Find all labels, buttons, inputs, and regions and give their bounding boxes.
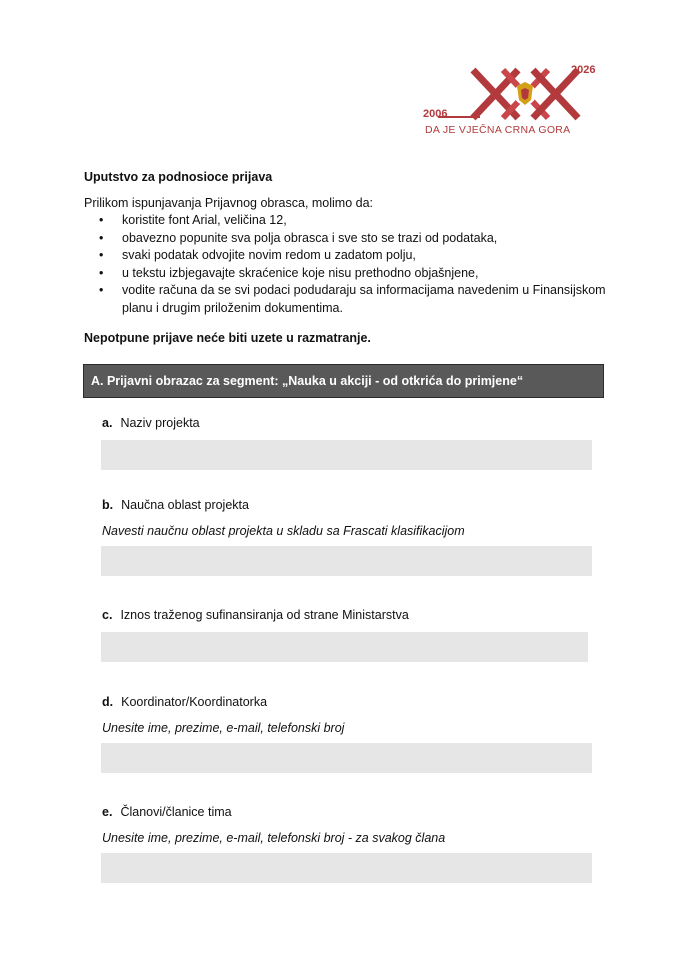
bullet-icon: • — [99, 265, 104, 280]
project-name-field[interactable] — [101, 440, 592, 470]
coordinator-hint: Unesite ime, prezime, e-mail, telefonski broj — [102, 721, 345, 735]
logo-tagline: DA JE VJEČNA CRNA GORA — [425, 124, 571, 136]
field-label-team-members: e. Članovi/članice tima — [102, 805, 232, 819]
scientific-area-field[interactable] — [101, 546, 592, 576]
section-header: A. Prijavni obrazac za segment: „Nauka u akciji - od otkrića do primjene“ — [83, 364, 604, 398]
logo-year-start: 2006 — [423, 108, 448, 120]
list-item: • svaki podatak odvojite novim redom u zadatom polju, — [84, 247, 612, 265]
list-item: • vodite računa da se svi podaci podudaraju sa informacijama navedenim u Finansijskom planu i drugim priloženim dokumentima. — [99, 283, 606, 315]
bullet-icon: • — [99, 213, 104, 227]
logo-year-end: 2026 — [571, 64, 596, 76]
scientific-area-hint: Navesti naučnu oblast projekta u skladu sa Frascati klasifikacijom — [102, 524, 465, 538]
cofinancing-amount-field[interactable] — [101, 632, 588, 662]
team-members-hint: Unesite ime, prezime, e-mail, telefonski broj - za svakog člana — [102, 831, 446, 845]
instructions-intro: Prilikom ispunjavanja Prijavnog obrasca, molimo da: — [84, 196, 374, 210]
list-item: • u tekstu izbjegavajte skraćenice koje nisu prethodno objašnjene, — [84, 265, 612, 283]
field-label-coordinator: d. Koordinator/Koordinatorka — [102, 695, 268, 709]
bullet-icon: • — [99, 230, 104, 245]
field-label-cofinancing-amount: c. Iznos traženog sufinansiranja od strane Ministarstva — [102, 608, 409, 622]
bullet-icon: • — [99, 248, 104, 262]
bullet-icon: • — [99, 283, 104, 297]
list-item: • obavezno popunite sva polja obrasca i sve sto se trazi od podataka, — [84, 230, 612, 248]
instructions-title: Uputstvo za podnosioce prijava — [84, 170, 273, 184]
list-item: • koristite font Arial, veličina 12, — [84, 212, 612, 230]
incomplete-warning: Nepotpune prijave neće biti uzete u razmatranje. — [84, 331, 371, 345]
field-label-scientific-area: b. Naučna oblast projekta — [102, 498, 249, 512]
instructions-list — [84, 212, 612, 317]
field-label-project-name: a. Naziv projekta — [102, 416, 200, 430]
anniversary-logo — [418, 62, 608, 144]
coordinator-field[interactable] — [101, 743, 592, 773]
team-members-field[interactable] — [101, 853, 592, 883]
